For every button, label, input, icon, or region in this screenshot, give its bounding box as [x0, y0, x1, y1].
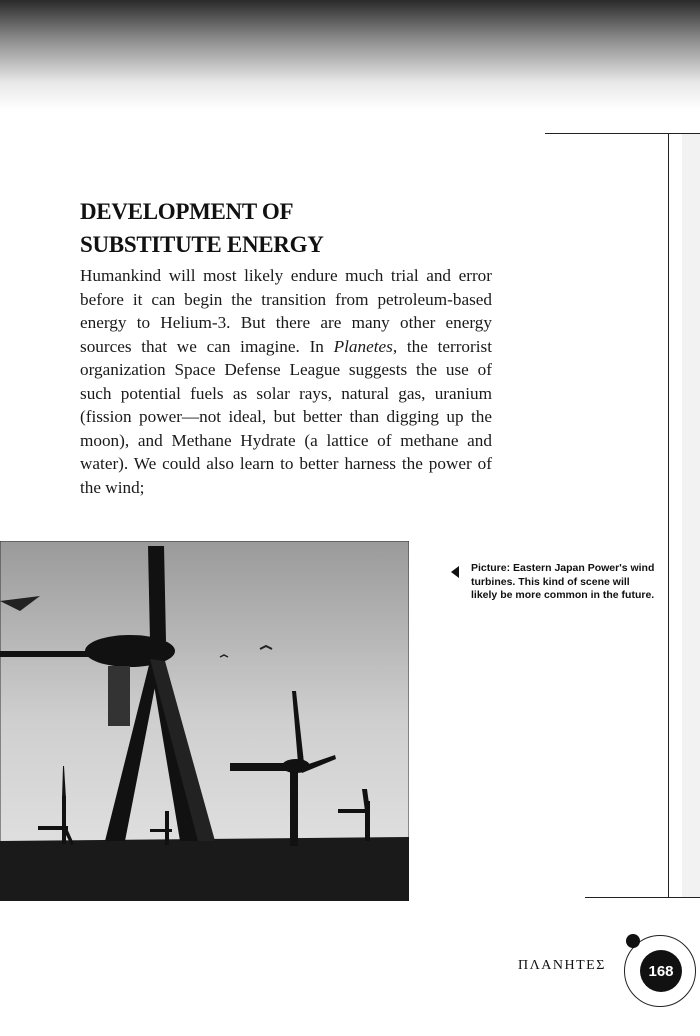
running-head: ΠΛΑΝΗΤΕΣ	[518, 958, 606, 973]
caption-pointer-icon	[451, 566, 459, 578]
starfield-header-image	[0, 0, 700, 110]
page-number: 168	[640, 950, 682, 992]
wind-turbine-photo	[0, 541, 409, 901]
page-number-dot	[626, 934, 640, 948]
margin-strip	[682, 133, 700, 898]
figure-caption: Picture: Eastern Japan Power's wind turbines. This kind of scene will likely be more common in the future.	[471, 562, 655, 601]
body-text-part-1: Humankind will most likely endure much trial and error before it can begin the transition from petroleum-based energy to Helium-3. But there are many other energy sources that we can imagine. In	[80, 266, 492, 356]
article-body	[80, 264, 492, 499]
body-text-part-2: , the terrorist organization Space Defense League suggests the use of such potential fuels as solar rays, natural gas, uranium (fission power—not ideal, but better than digging up the moon), and Methane Hydrate (a lattice of methane and water). We could also learn to better harness the power of the wind;	[80, 336, 492, 497]
article-title-line-2: SUBSTITUTE ENERGY	[80, 232, 324, 257]
article-title	[80, 195, 500, 261]
article-title-line-1: DEVELOPMENT OF	[80, 199, 294, 224]
frame-rule-bottom	[585, 897, 700, 898]
frame-rule-top	[545, 133, 700, 134]
frame-rule-vertical	[668, 133, 669, 898]
body-text-italic-title: Planetes	[333, 336, 393, 356]
